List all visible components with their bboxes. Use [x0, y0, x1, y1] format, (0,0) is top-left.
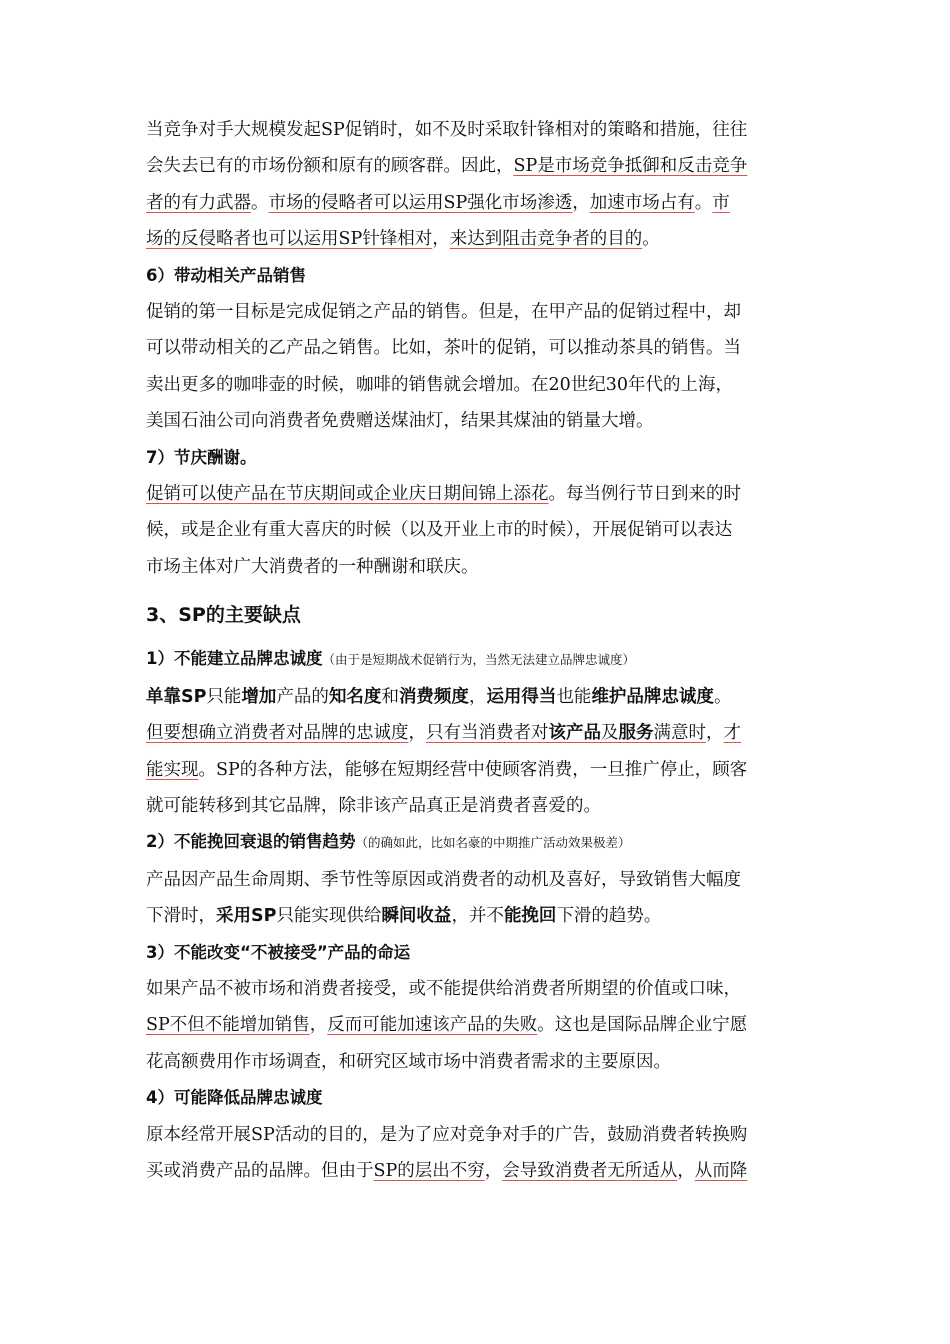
bold-text: 瞬间收益	[381, 906, 452, 927]
underlined-text: 会导致消费者无所适从	[502, 1160, 678, 1181]
text: 。这也是国际品牌企业宁愿	[537, 1015, 748, 1036]
bold-text: 增加	[241, 686, 277, 707]
bold-text: 运用得当	[486, 686, 557, 707]
underlined-text: 从而降	[694, 1160, 748, 1181]
text-line: 促销的第一目标是完成促销之产品的销售。但是，在甲产品的促销过程中，却	[146, 302, 741, 323]
text-line: 市场主体对广大消费者的一种酬谢和联庆。	[146, 556, 479, 577]
underlined-text: 促销可以使产品在节庆期间或企业庆日期间锦上添花	[146, 484, 549, 505]
punctuation: ，	[677, 1160, 695, 1181]
paragraph	[146, 898, 826, 934]
text: 只能实现供给	[276, 906, 382, 927]
underlined-text: 及	[601, 723, 619, 744]
punctuation: ，	[706, 723, 724, 744]
punctuation: ，	[309, 1015, 328, 1036]
punctuation: ，	[432, 229, 450, 250]
text-line: 就可能转移到其它品牌，除非该产品真正是消费者喜爱的。	[146, 795, 601, 816]
text: 。	[713, 686, 732, 707]
bold-text: 能挽回	[503, 906, 557, 927]
bold-text: 维护品牌忠诚度	[591, 686, 714, 707]
paragraph	[146, 112, 826, 148]
text-line: 卖出更多的咖啡壶的时候，咖啡的销售就会增加。在20世纪30年代的上海，	[146, 374, 734, 395]
punctuation: 。	[694, 192, 713, 213]
subheading-d3: 3）不能改变“不被接受”产品的命运	[146, 942, 411, 962]
subheading-d1	[146, 641, 826, 678]
text: 和	[381, 686, 399, 707]
punctuation: ，	[484, 1160, 503, 1181]
underlined-text: 场的反侵略者也可以运用SP针锋相对	[146, 229, 433, 250]
text: 也能	[556, 686, 592, 707]
underlined-text: 市场的侵略者可以运用SP强化市场渗透	[268, 192, 573, 213]
text-line: 会失去已有的市场份额和原有的顾客群。因此，	[146, 156, 514, 177]
bold-text: 采用SP	[216, 906, 277, 927]
underlined-text: 只有当消费者对	[426, 723, 549, 744]
document-page	[146, 112, 826, 1189]
paragraph	[146, 1153, 826, 1189]
subheading-title: 2）不能挽回衰退的销售趋势	[146, 832, 356, 852]
underlined-text: 才	[723, 723, 741, 744]
text: 买或消费产品的品牌。但由于	[146, 1160, 374, 1181]
underlined-text: SP是市场竞争抵御和反击竞争	[513, 156, 748, 177]
paragraph	[146, 185, 826, 221]
paragraph	[146, 476, 826, 512]
underlined-text: 但要想确立消费者对品牌的忠诚度	[146, 723, 409, 744]
text: 下滑时，	[146, 906, 216, 927]
text-line: 可以带动相关的乙产品之销售。比如，茶叶的促销，可以推动茶具的销售。当	[146, 338, 741, 359]
text-line: 候，或是企业有重大喜庆的时候（以及开业上市的时候），开展促销可以表达	[146, 520, 733, 541]
subheading-title: 1）不能建立品牌忠诚度	[146, 649, 323, 669]
bold-text: 消费频度	[398, 686, 469, 707]
paragraph	[146, 752, 826, 788]
punctuation: 。	[251, 192, 269, 213]
subheading-d4: 4）可能降低品牌忠诚度	[146, 1088, 323, 1108]
text: 。SP的各种方法，能够在短期经营中使顾客消费，一旦推广停止，顾客	[198, 759, 748, 780]
underlined-text: 来达到阻击竞争者的目的	[449, 229, 643, 250]
text: ，	[468, 686, 487, 707]
punctuation: ，	[572, 192, 590, 213]
underlined-text: 能实现	[146, 759, 199, 780]
text-line: 如果产品不被市场和消费者接受，或不能提供给消费者所期望的价值或口味，	[146, 978, 741, 999]
text: 只能	[206, 686, 242, 707]
section-heading: 3、SP的主要缺点	[146, 604, 301, 627]
punctuation: ，	[408, 723, 426, 744]
text-line: 当竞争对手大规模发起SP促销时，如不及时采取针锋相对的策略和措施，往往	[146, 120, 748, 140]
underlined-text: SP的层出不穷	[373, 1160, 485, 1181]
underlined-text: 者的有力武器	[146, 192, 251, 213]
bold-text: 单靠SP	[146, 686, 207, 707]
bold-text: 知名度	[328, 686, 382, 707]
underlined-text: 加速市场占有	[589, 192, 695, 213]
text: 下滑的趋势。	[556, 906, 662, 927]
text: ，并不	[451, 906, 504, 927]
text-line: 产品因产品生命周期、季节性等原因或消费者的动机及喜好，导致销售大幅度	[146, 869, 741, 890]
subheading-d2	[146, 824, 826, 861]
paragraph	[146, 1007, 826, 1043]
subheading-6: 6）带动相关产品销售	[146, 265, 306, 285]
text-line: 。每当例行节日到来的时	[548, 484, 741, 505]
subheading-note: （的确如此，比如名豪的中期推广活动效果极差）	[355, 835, 631, 851]
paragraph	[146, 221, 826, 257]
paragraph	[146, 148, 826, 184]
text-line: 花高额费用作市场调查，和研究区域市场中消费者需求的主要原因。	[146, 1051, 671, 1072]
underlined-text: 满意时	[653, 723, 706, 744]
underlined-text: 市	[712, 192, 730, 213]
underlined-bold-text: 该产品	[548, 723, 601, 744]
subheading-note: （由于是短期战术促销行为，当然无法建立品牌忠诚度）	[322, 652, 635, 668]
text-line: 美国石油公司向消费者免费赠送煤油灯，结果其煤油的销量大增。	[146, 411, 654, 432]
underlined-text: SP不但不能增加销售	[146, 1015, 310, 1036]
underlined-bold-text: 服务	[618, 723, 654, 744]
underlined-text: 反而可能加速该产品的失败	[327, 1015, 538, 1036]
punctuation: 。	[642, 229, 660, 250]
paragraph	[146, 715, 826, 751]
paragraph	[146, 679, 826, 715]
text-line: 原本经常开展SP活动的目的，是为了应对竞争对手的广告，鼓励消费者转换购	[146, 1124, 748, 1145]
text: 产品的	[276, 686, 329, 707]
subheading-7: 7）节庆酬谢。	[146, 447, 257, 467]
